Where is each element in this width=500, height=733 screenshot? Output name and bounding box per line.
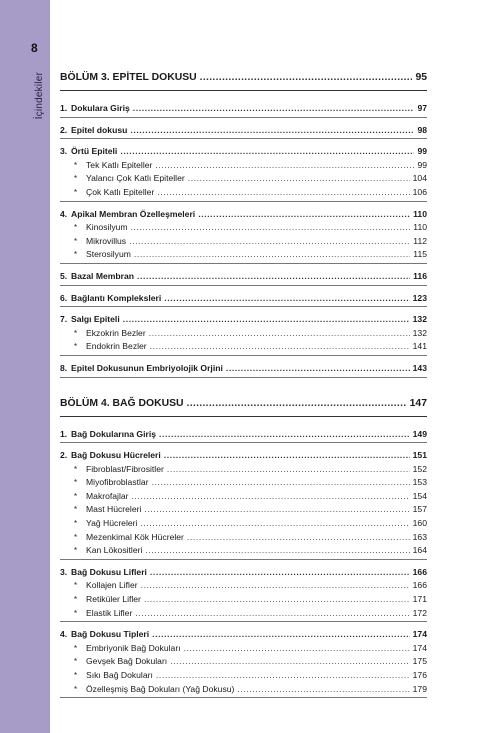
section-entry[interactable] bbox=[60, 145, 427, 159]
section-heading bbox=[60, 628, 149, 642]
subsection-heading bbox=[74, 221, 128, 235]
bullet-icon: * bbox=[74, 160, 78, 170]
subsection-title: Embriyonik Bağ Dokuları bbox=[86, 642, 181, 653]
subsection-title: Özelleşmiş Bağ Dokuları (Yağ Dokusu) bbox=[86, 683, 235, 694]
page-number: 8 bbox=[31, 41, 38, 55]
subsection-entry[interactable] bbox=[60, 235, 427, 249]
section-number: 5. bbox=[60, 270, 68, 281]
section-heading bbox=[60, 124, 127, 138]
section-heading bbox=[60, 102, 130, 116]
section-title: Bağ Dokularına Giriş bbox=[71, 428, 157, 439]
section-title: Bağ Dokusu Hücreleri bbox=[71, 450, 161, 461]
subsection-entry[interactable] bbox=[60, 476, 427, 490]
subsection-page: 179 bbox=[412, 683, 427, 694]
chapter-rule bbox=[60, 416, 427, 417]
section-entry[interactable] bbox=[60, 208, 427, 222]
bullet-icon: * bbox=[74, 595, 78, 605]
subsection-heading bbox=[74, 463, 164, 477]
dot-leader bbox=[187, 531, 410, 545]
section-page: 110 bbox=[413, 208, 427, 219]
section-title: Bağlantı Kompleksleri bbox=[71, 292, 162, 303]
dot-leader bbox=[144, 593, 410, 607]
subsection-title: Fibroblast/Fibrositler bbox=[86, 463, 164, 474]
subsection-title: Ekzokrin Bezler bbox=[86, 327, 146, 338]
toc-section bbox=[60, 428, 427, 444]
dot-leader bbox=[123, 313, 410, 327]
subsection-heading bbox=[74, 531, 184, 545]
section-page: 97 bbox=[417, 103, 427, 113]
subsection-heading bbox=[74, 476, 149, 490]
dot-leader bbox=[237, 683, 409, 697]
dot-leader bbox=[133, 102, 415, 116]
subsection-entry[interactable] bbox=[60, 669, 427, 683]
subsection-entry[interactable] bbox=[60, 186, 427, 200]
toc-section bbox=[60, 292, 427, 308]
dot-leader bbox=[135, 607, 409, 621]
subsection-heading bbox=[74, 669, 153, 683]
bullet-icon: * bbox=[74, 187, 78, 197]
subsection-title: Mast Hücreleri bbox=[86, 504, 142, 515]
subsection-heading bbox=[74, 503, 141, 517]
dot-leader bbox=[187, 396, 407, 412]
subsection-page: 152 bbox=[412, 463, 427, 474]
section-divider bbox=[60, 697, 427, 698]
toc-section bbox=[60, 449, 427, 560]
dot-leader bbox=[152, 476, 410, 490]
section-divider bbox=[60, 285, 427, 286]
section-divider bbox=[60, 117, 427, 118]
dot-leader bbox=[164, 292, 409, 306]
subsection-page: 104 bbox=[412, 173, 427, 184]
dot-leader bbox=[149, 327, 410, 341]
section-page: 98 bbox=[417, 124, 427, 135]
section-divider bbox=[60, 621, 427, 622]
subsection-entry[interactable] bbox=[60, 503, 427, 517]
subsection-entry[interactable] bbox=[60, 517, 427, 531]
subsection-page: 174 bbox=[412, 642, 427, 653]
toc-section bbox=[60, 566, 427, 622]
subsection-page: 99 bbox=[417, 159, 427, 170]
dot-leader bbox=[152, 628, 410, 642]
subsection-heading bbox=[74, 642, 181, 656]
section-heading bbox=[60, 313, 120, 327]
subsection-heading bbox=[74, 517, 137, 531]
toc-part bbox=[60, 70, 427, 378]
subsection-page: 154 bbox=[412, 490, 427, 501]
chapter-title: BÖLÜM 4. BAĞ DOKUSU bbox=[60, 397, 184, 409]
subsection-page: 106 bbox=[412, 186, 427, 197]
dot-leader bbox=[120, 145, 414, 159]
section-heading bbox=[60, 292, 161, 306]
subsection-title: Kinosilyum bbox=[86, 222, 128, 233]
subsection-entry[interactable] bbox=[60, 463, 427, 477]
subsection-heading bbox=[74, 593, 141, 607]
section-heading bbox=[60, 566, 147, 580]
dot-leader bbox=[131, 221, 411, 235]
toc-section bbox=[60, 145, 427, 201]
section-divider bbox=[60, 306, 427, 307]
subsection-title: Yağ Hücreleri bbox=[86, 518, 138, 529]
dot-leader bbox=[137, 270, 410, 284]
subsection-heading bbox=[74, 186, 154, 200]
section-title: Bazal Membran bbox=[71, 270, 135, 281]
section-title: Bağ Dokusu Lifleri bbox=[71, 566, 147, 577]
bullet-icon: * bbox=[74, 174, 78, 184]
section-entry[interactable] bbox=[60, 270, 427, 284]
subsection-title: Çok Katlı Epiteller bbox=[86, 186, 155, 197]
dot-leader bbox=[150, 566, 410, 580]
section-page: 151 bbox=[412, 450, 427, 461]
section-entry[interactable] bbox=[60, 102, 427, 116]
bullet-icon: * bbox=[74, 342, 78, 352]
section-heading bbox=[60, 145, 117, 159]
subsection-entry[interactable] bbox=[60, 490, 427, 504]
subsection-title: Sterosilyum bbox=[86, 249, 131, 260]
dot-leader bbox=[141, 579, 410, 593]
subsection-heading bbox=[74, 490, 129, 504]
bullet-icon: * bbox=[74, 671, 78, 680]
subsection-title: Endokrin Bezler bbox=[86, 341, 147, 352]
dot-leader bbox=[140, 517, 409, 531]
section-entry[interactable] bbox=[60, 362, 427, 376]
section-page: 143 bbox=[412, 362, 427, 373]
section-number: 3. bbox=[60, 146, 68, 157]
subsection-page: 153 bbox=[412, 477, 427, 488]
subsection-heading bbox=[74, 159, 152, 173]
bullet-icon: * bbox=[74, 505, 78, 515]
dot-leader bbox=[200, 70, 413, 86]
toc-section bbox=[60, 102, 427, 118]
section-page: 174 bbox=[412, 629, 427, 640]
section-divider bbox=[60, 201, 427, 202]
subsection-page: 141 bbox=[412, 341, 427, 352]
subsection-heading bbox=[74, 683, 234, 697]
subsection-entry[interactable] bbox=[60, 593, 427, 607]
dot-leader bbox=[226, 362, 410, 376]
section-number: 4. bbox=[60, 208, 68, 219]
section-number: 2. bbox=[60, 450, 68, 461]
subsection-title: Mikrovillus bbox=[86, 235, 127, 246]
chapter-page: 147 bbox=[409, 397, 427, 409]
section-number: 6. bbox=[60, 292, 68, 303]
subsection-title: Kan Lökositleri bbox=[86, 545, 143, 556]
subsection-page: 112 bbox=[413, 235, 427, 246]
sidebar-label: İçindekiler bbox=[34, 72, 45, 120]
dot-leader bbox=[157, 186, 409, 200]
section-entry[interactable] bbox=[60, 313, 427, 327]
subsection-page: 163 bbox=[412, 531, 427, 542]
subsection-page: 132 bbox=[412, 327, 427, 338]
section-heading bbox=[60, 362, 223, 376]
bullet-icon: * bbox=[74, 519, 78, 529]
dot-leader bbox=[164, 449, 410, 463]
dot-leader bbox=[198, 208, 410, 222]
dot-leader bbox=[167, 463, 410, 477]
bullet-icon: * bbox=[74, 464, 78, 474]
section-title: Apikal Membran Özelleşmeleri bbox=[71, 208, 196, 219]
subsection-entry[interactable] bbox=[60, 159, 427, 173]
dot-leader bbox=[129, 235, 410, 249]
bullet-icon: * bbox=[74, 491, 78, 501]
section-heading bbox=[60, 208, 195, 222]
section-entry[interactable] bbox=[60, 566, 427, 580]
toc-section bbox=[60, 208, 427, 264]
subsection-page: 160 bbox=[412, 518, 427, 529]
subsection-title: Tek Katlı Epiteller bbox=[86, 159, 153, 170]
subsection-entry[interactable] bbox=[60, 642, 427, 656]
subsection-entry[interactable] bbox=[60, 607, 427, 621]
subsection-entry[interactable] bbox=[60, 221, 427, 235]
section-divider bbox=[60, 355, 427, 356]
section-title: Salgı Epiteli bbox=[71, 314, 120, 325]
bullet-icon: * bbox=[74, 532, 78, 542]
subsection-heading bbox=[74, 579, 138, 593]
section-title: Epitel dokusu bbox=[71, 124, 128, 135]
subsection-heading bbox=[74, 172, 185, 186]
section-number: 1. bbox=[60, 428, 68, 439]
toc-section bbox=[60, 362, 427, 378]
section-heading bbox=[60, 270, 134, 284]
section-page: 132 bbox=[412, 314, 427, 325]
subsection-entry[interactable] bbox=[60, 655, 427, 669]
chapter-entry[interactable] bbox=[60, 70, 427, 86]
subsection-heading bbox=[74, 544, 142, 558]
section-page: 149 bbox=[412, 428, 427, 439]
dot-leader bbox=[184, 642, 410, 656]
dot-leader bbox=[188, 172, 410, 186]
section-divider bbox=[60, 263, 427, 264]
bullet-icon: * bbox=[74, 684, 78, 694]
subsection-title: Mezenkimal Kök Hücreler bbox=[86, 531, 184, 542]
subsection-title: Sıkı Bağ Dokuları bbox=[86, 670, 153, 680]
subsection-heading bbox=[74, 235, 126, 249]
section-number: 2. bbox=[60, 124, 68, 135]
subsection-title: Kollajen Lifler bbox=[86, 580, 138, 591]
bullet-icon: * bbox=[74, 236, 78, 246]
toc-section bbox=[60, 313, 427, 356]
section-divider bbox=[60, 138, 427, 139]
section-page: 166 bbox=[412, 566, 427, 577]
dot-leader bbox=[130, 124, 414, 138]
subsection-page: 171 bbox=[412, 594, 427, 605]
dot-leader bbox=[156, 669, 410, 683]
bullet-icon: * bbox=[74, 250, 78, 260]
chapter-rule bbox=[60, 90, 427, 91]
subsection-page: 176 bbox=[412, 670, 427, 680]
section-number: 1. bbox=[60, 103, 68, 113]
section-entry[interactable] bbox=[60, 628, 427, 642]
chapter-page: 95 bbox=[415, 72, 427, 83]
section-entry[interactable] bbox=[60, 124, 427, 138]
dot-leader bbox=[134, 248, 410, 262]
section-title: Epitel Dokusunun Embriyolojik Orjini bbox=[71, 362, 223, 373]
bullet-icon: * bbox=[74, 478, 78, 488]
subsection-heading bbox=[74, 655, 167, 669]
subsection-heading bbox=[74, 340, 147, 354]
subsection-entry[interactable] bbox=[60, 531, 427, 545]
section-page: 123 bbox=[412, 292, 427, 303]
bullet-icon: * bbox=[74, 546, 78, 556]
section-heading bbox=[60, 428, 156, 442]
section-entry[interactable] bbox=[60, 449, 427, 463]
bullet-icon: * bbox=[74, 657, 78, 667]
subsection-title: Miyofibroblastlar bbox=[86, 477, 149, 488]
subsection-title: Elastik Lifler bbox=[86, 607, 133, 618]
section-page: 116 bbox=[413, 270, 427, 281]
section-divider bbox=[60, 559, 427, 560]
dot-leader bbox=[145, 544, 409, 558]
section-entry[interactable] bbox=[60, 428, 427, 442]
subsection-heading bbox=[74, 607, 132, 621]
subsection-entry[interactable] bbox=[60, 544, 427, 558]
dot-leader bbox=[170, 655, 409, 669]
subsection-page: 172 bbox=[412, 607, 427, 618]
subsection-heading bbox=[74, 248, 131, 262]
dot-leader bbox=[155, 159, 414, 173]
subsection-entry[interactable] bbox=[60, 172, 427, 186]
sidebar-band bbox=[0, 0, 50, 733]
subsection-title: Retiküler Lifler bbox=[86, 594, 141, 605]
bullet-icon: * bbox=[74, 328, 78, 338]
subsection-page: 115 bbox=[413, 249, 427, 260]
section-number: 7. bbox=[60, 314, 68, 325]
dot-leader bbox=[144, 503, 409, 517]
subsection-page: 164 bbox=[412, 545, 427, 556]
dot-leader bbox=[132, 490, 410, 504]
chapter-entry[interactable] bbox=[60, 396, 427, 412]
section-heading bbox=[60, 449, 161, 463]
section-title: Örtü Epiteli bbox=[71, 146, 118, 157]
table-of-contents bbox=[60, 70, 427, 704]
section-number: 3. bbox=[60, 566, 68, 577]
subsection-title: Makrofajlar bbox=[86, 490, 129, 501]
chapter-title: BÖLÜM 3. EPİTEL DOKUSU bbox=[60, 72, 197, 83]
subsection-title: Yalancı Çok Katlı Epiteller bbox=[86, 173, 185, 184]
subsection-heading bbox=[74, 327, 146, 341]
section-divider bbox=[60, 377, 427, 378]
section-number: 8. bbox=[60, 362, 68, 373]
section-number: 4. bbox=[60, 629, 68, 640]
toc-part bbox=[60, 396, 427, 699]
bullet-icon: * bbox=[74, 581, 78, 591]
subsection-entry[interactable] bbox=[60, 248, 427, 262]
subsection-entry[interactable] bbox=[60, 327, 427, 341]
dot-leader bbox=[159, 428, 410, 442]
section-entry[interactable] bbox=[60, 292, 427, 306]
subsection-entry[interactable] bbox=[60, 683, 427, 697]
toc-section bbox=[60, 628, 427, 698]
subsection-title: Gevşek Bağ Dokuları bbox=[86, 656, 168, 667]
subsection-page: 110 bbox=[413, 222, 427, 233]
section-divider bbox=[60, 442, 427, 443]
subsection-page: 175 bbox=[412, 656, 427, 667]
subsection-entry[interactable] bbox=[60, 579, 427, 593]
subsection-page: 157 bbox=[412, 504, 427, 515]
section-title: Dokulara Giriş bbox=[71, 103, 130, 113]
section-page: 99 bbox=[417, 146, 427, 157]
subsection-entry[interactable] bbox=[60, 340, 427, 354]
bullet-icon: * bbox=[74, 643, 78, 653]
section-title: Bağ Dokusu Tipleri bbox=[71, 629, 150, 640]
toc-section bbox=[60, 124, 427, 140]
subsection-page: 166 bbox=[412, 580, 427, 591]
toc-section bbox=[60, 270, 427, 286]
bullet-icon: * bbox=[74, 223, 78, 233]
bullet-icon: * bbox=[74, 608, 78, 618]
dot-leader bbox=[150, 340, 410, 354]
